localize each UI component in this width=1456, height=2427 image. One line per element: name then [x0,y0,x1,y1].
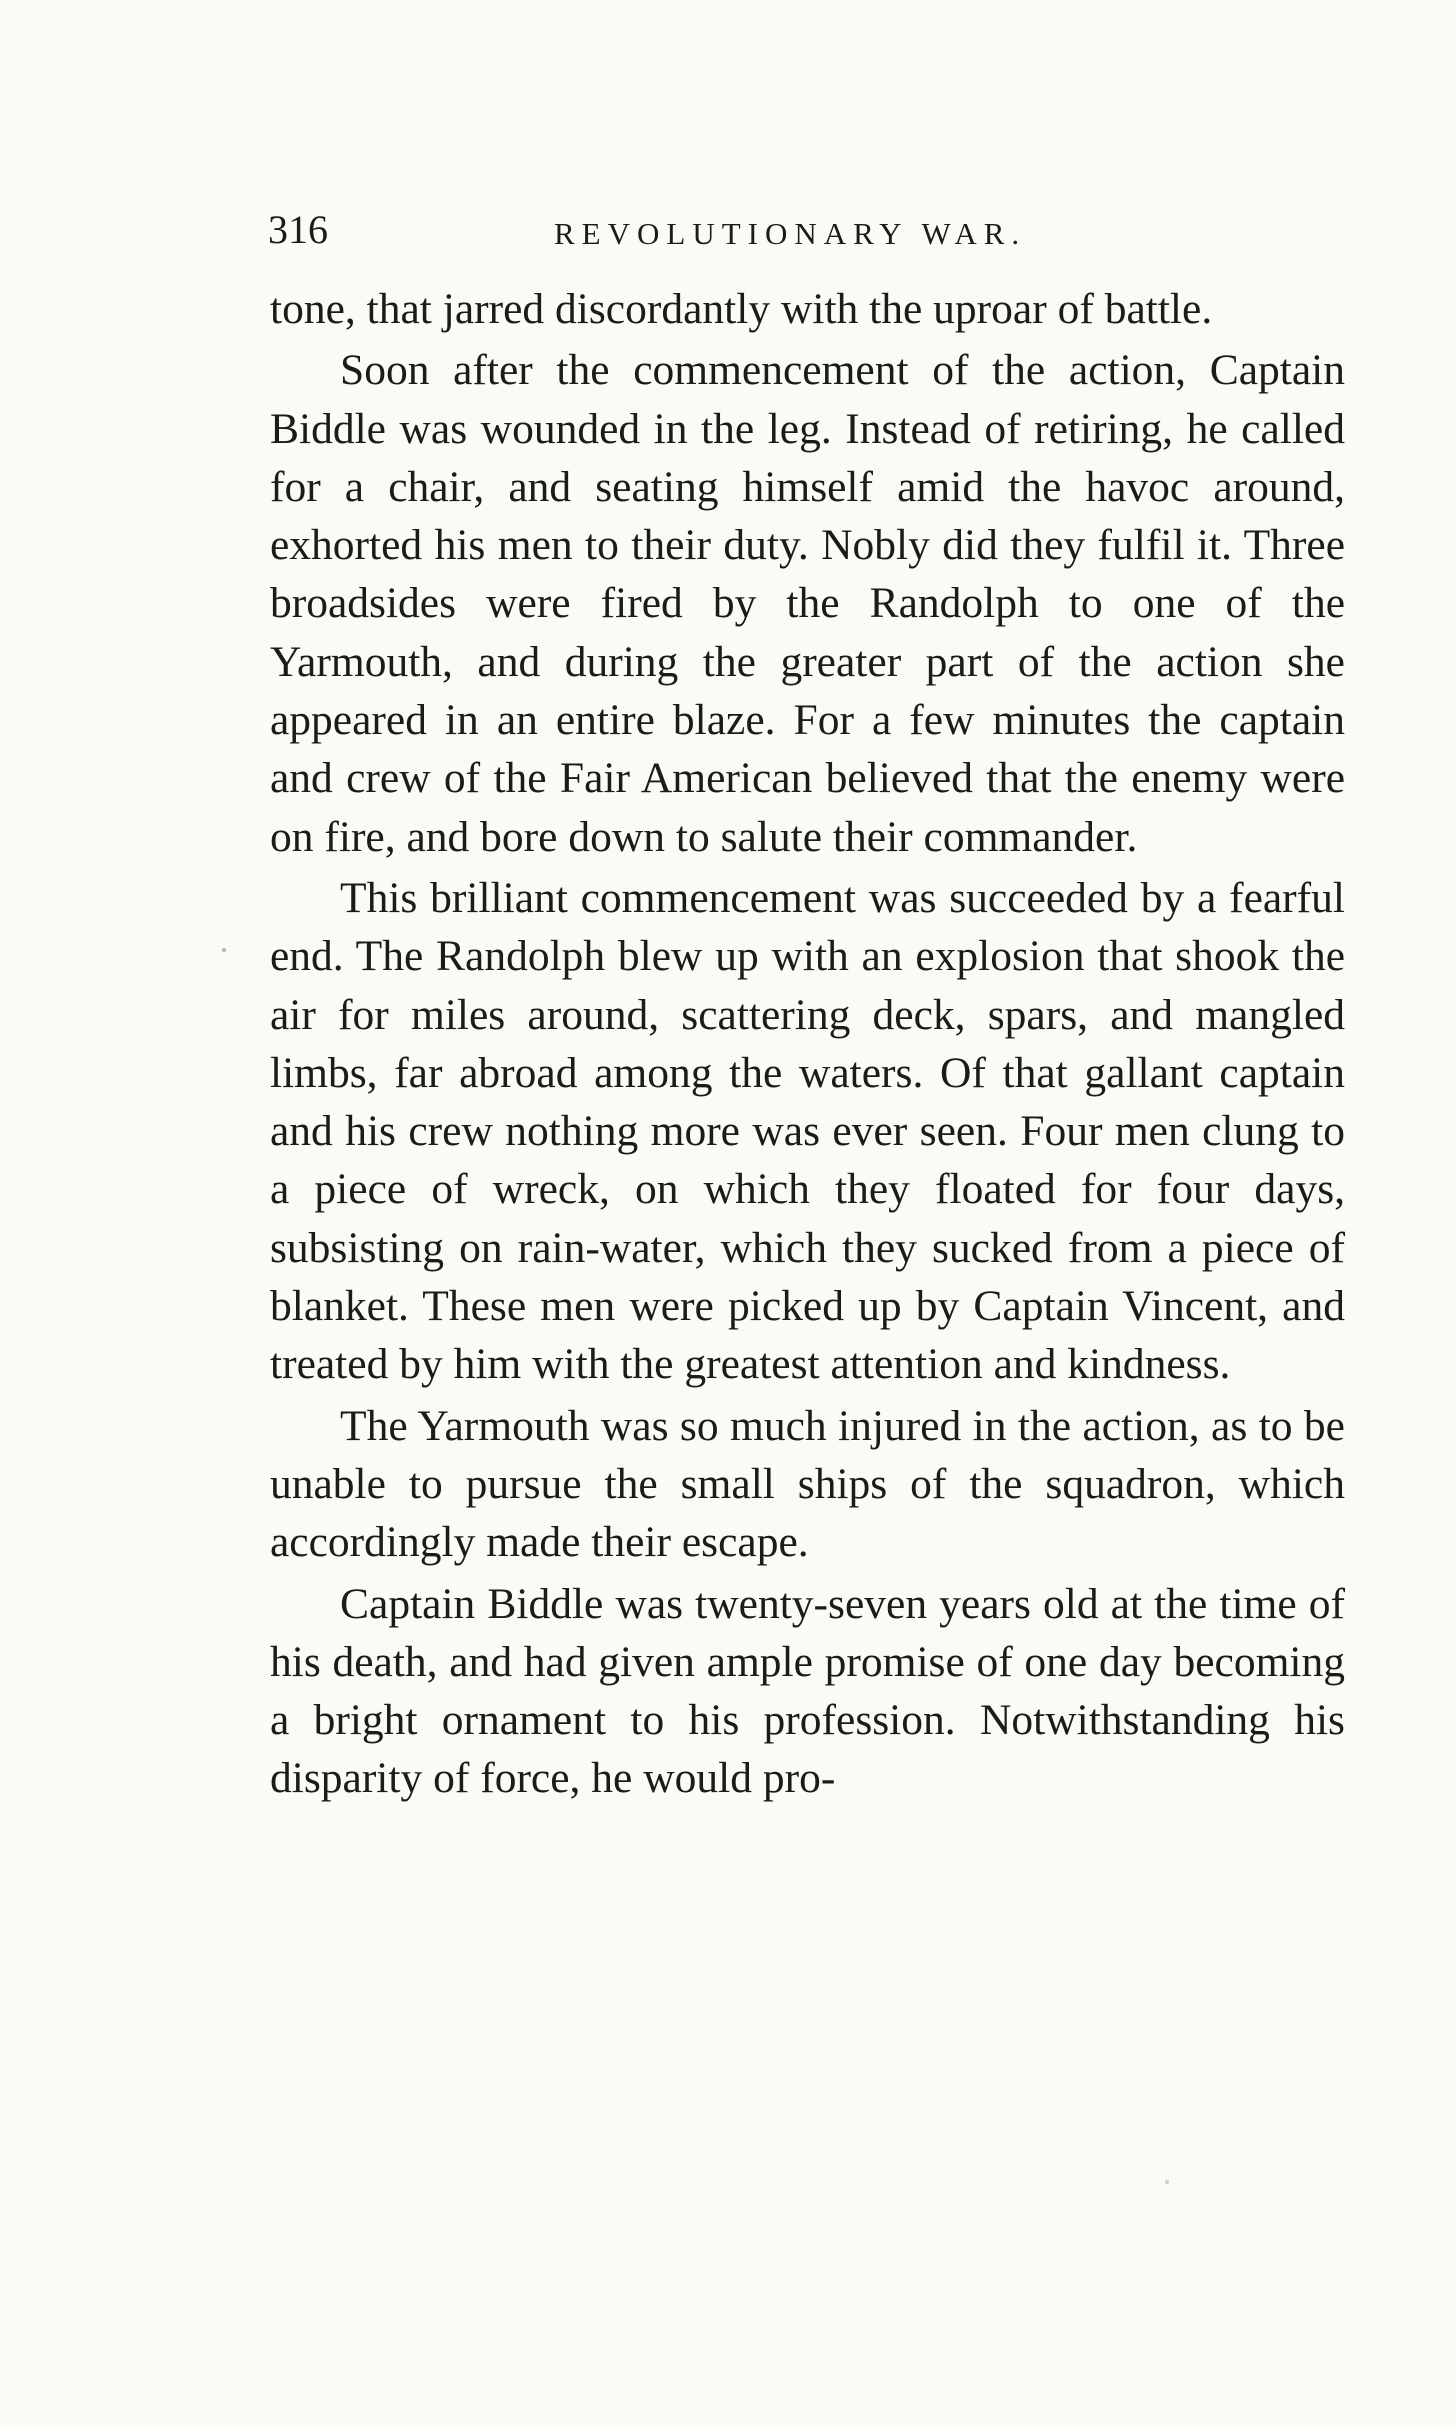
print-speck [222,948,226,952]
paragraph-continuation: tone, that jarred discordantly with the uproar of battle. [270,285,1213,333]
paragraph-yarmouth-injured: The Yarmouth was so much injured in the action, as to be unable to pursue the small ships of the squadron, which accordingly made their escape. [270,1401,1345,1567]
paragraph-biddle-age: Captain Biddle was twenty-seven years old at the time of his death, and had given ample promise of one day becoming a bright ornament to his profession. Notwithstanding his disparity of force, he would pro- [270,1579,1345,1803]
print-speck [1165,2180,1169,2184]
body-text [270,280,1345,1808]
paragraph-randolph-explosion: This brilliant commencement was succeeded by a fearful end. The Randolph blew up with an explosion that shook the air for miles around, scattering deck, spars, and mangled limbs, far abroad among the waters. Of that gallant captain and his crew nothing more was ever seen. Four men clung to a piece of wreck, on which they floated for four days, subsisting on rain-water, which they sucked from a piece of blanket. These men were picked up by Captain Vincent, and treated by him with the greatest attention and kindness. [270,873,1345,1389]
page-number: 316 [268,207,328,252]
paragraph-biddle-wounded: Soon after the commencement of the action, Captain Biddle was wounded in the leg. Instead of retiring, he called for a chair, and seating himself amid the havoc around, exhorted his men to their duty. Nobly did they fulfil it. Three broadsides were fired by the Randolph to one of the Yarmouth, and during the greater part of the action she appeared in an entire blaze. For a few minutes the captain and crew of the Fair American believed that the enemy were on fire, and bore down to salute their commander. [270,346,1345,861]
running-title: REVOLUTIONARY WAR. [554,216,1027,251]
running-head [268,205,1343,255]
